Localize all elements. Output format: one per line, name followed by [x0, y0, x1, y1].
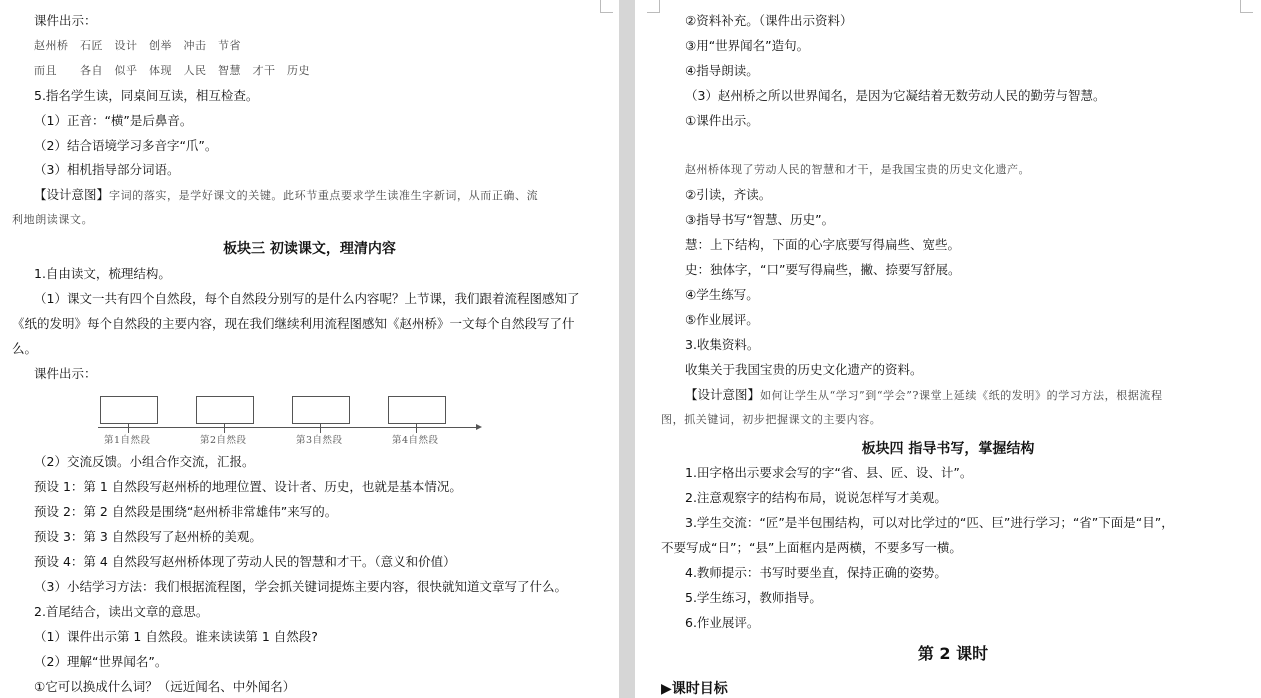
flowchart-box	[196, 396, 254, 424]
text-line: 预设 3：第 3 自然段写了赵州桥的美观。	[34, 529, 262, 544]
text-line: 《纸的发明》每个自然段的主要内容，现在我们继续利用流程图感知《赵州桥》一文每个自然段写了什	[12, 316, 575, 331]
flowchart-box	[388, 396, 446, 424]
text-line: ②资料补充。（课件出示资料）	[685, 13, 853, 28]
text-line: 史：独体字，“口”要写得扁些，撇、捺要写舒展。	[685, 262, 961, 277]
section-heading: 板块三 初读课文，理清内容	[223, 241, 396, 257]
text-line: （1）课文一共有四个自然段，每个自然段分别写的是什么内容呢？上节课，我们跟着流程图感知了	[34, 291, 580, 306]
design-intent-text: 如何让学生从“学习”到“学会”?课堂上延续《纸的发明》的学习方法，根据流程	[760, 389, 1163, 402]
text-line: 2.注意观察字的结构布局，说说怎样写才美观。	[685, 490, 947, 505]
section-heading: 板块四 指导书写，掌握结构	[861, 441, 1035, 457]
text-line: 6.作业展评。	[685, 615, 760, 630]
text-line: 预设 1：第 1 自然段写赵州桥的地理位置、设计者、历史，也就是基本情况。	[34, 479, 462, 494]
text-line: ①课件出示。	[685, 113, 759, 128]
text-line: 课件出示：	[34, 13, 97, 28]
page-corner-mark	[600, 0, 613, 13]
text-line: 4.教师提示：书写时要坐直，保持正确的姿势。	[685, 565, 947, 580]
text-line: ①它可以换成什么词？（远近闻名、中外闻名）	[34, 679, 296, 694]
text-line: ③用“世界闻名”造句。	[685, 38, 810, 53]
flowchart-label: 第2自然段	[200, 435, 247, 446]
text-line: 2.首尾结合，读出文章的意思。	[34, 604, 209, 619]
text-line: （1）正音：“横”是后鼻音。	[34, 113, 193, 128]
text-line: 5.指名学生读，同桌间互读，相互检查。	[34, 88, 259, 103]
text-line: 慧：上下结构，下面的心字底要写得扁些、宽些。	[685, 237, 961, 252]
text-line: （2）交流反馈。小组合作交流，汇报。	[34, 454, 255, 469]
text-line: （2）理解“世界闻名”。	[34, 654, 168, 669]
page-corner-mark	[1240, 0, 1253, 13]
text-line: 5.学生练习，教师指导。	[685, 590, 822, 605]
text-line: 1.自由读文，梳理结构。	[34, 266, 171, 281]
text-line: ②引读，齐读。	[685, 187, 772, 202]
flowchart-box	[292, 396, 350, 424]
design-intent-paragraph	[34, 187, 538, 204]
design-intent-paragraph	[685, 387, 1163, 404]
vocabulary-line: 赵州桥 石匠 设计 创举 冲击 节省	[34, 39, 241, 52]
flowchart-label: 第3自然段	[296, 435, 343, 446]
text-line: 么。	[12, 341, 38, 356]
text-line: 3.学生交流：“匠”是半包围结构，可以对比学过的“匹、巨”进行学习；“省”下面是“目”，	[685, 515, 1174, 530]
paragraph-flowchart	[98, 392, 486, 448]
text-line: ④学生练写。	[685, 287, 759, 302]
courseware-quote: 赵州桥体现了劳动人民的智慧和才干，是我国宝贵的历史文化遗产。	[685, 163, 1030, 176]
text-line: （3）相机指导部分词语。	[34, 162, 180, 177]
flowchart-label: 第1自然段	[104, 435, 151, 446]
text-line: 1.田字格出示要求会写的字“省、县、匠、设、计”。	[685, 465, 973, 480]
text-line: （3）小结学习方法：我们根据流程图，学会抓关键词提炼主要内容，很快就知道文章写了什么。	[34, 579, 567, 594]
text-line: ④指导朗读。	[685, 63, 759, 78]
goals-heading: ▶课时目标	[661, 681, 728, 697]
text-line: （1）课件出示第 1 自然段。谁来读读第 1 自然段?	[34, 629, 318, 644]
text-line: （2）结合语境学习多音字“爪”。	[34, 138, 218, 153]
vocabulary-line: 而且 各自 似乎 体现 人民 智慧 才干 历史	[34, 64, 310, 77]
page-corner-mark	[647, 0, 660, 13]
lesson-heading: 第 2 课时	[917, 644, 989, 663]
text-line: 预设 4：第 4 自然段写赵州桥体现了劳动人民的智慧和才干。（意义和价值）	[34, 554, 456, 569]
right-document-page	[635, 0, 1261, 698]
left-document-page	[0, 0, 619, 698]
design-intent-tag: 【设计意图】	[34, 187, 110, 202]
flowchart-axis	[98, 427, 478, 428]
design-intent-text: 利地朗读课文。	[12, 213, 94, 226]
design-intent-text: 图，抓关键词，初步把握课文的主要内容。	[661, 413, 882, 426]
design-intent-text: 字词的落实，是学好课文的关键。此环节重点要求学生读准生字新词，从而正确、流	[109, 189, 539, 202]
flowchart-arrowhead	[476, 424, 482, 430]
text-line: 3.收集资料。	[685, 337, 760, 352]
text-line: 收集关于我国宝贵的历史文化遗产的资料。	[685, 362, 923, 377]
text-line: 预设 2：第 2 自然段是围绕“赵州桥非常雄伟”来写的。	[34, 504, 338, 519]
text-line: 课件出示：	[34, 366, 97, 381]
flowchart-label: 第4自然段	[392, 435, 439, 446]
text-line: ⑤作业展评。	[685, 312, 759, 327]
flowchart-box	[100, 396, 158, 424]
text-line: （3）赵州桥之所以世界闻名，是因为它凝结着无数劳动人民的勤劳与智慧。	[685, 88, 1106, 103]
design-intent-tag: 【设计意图】	[685, 387, 761, 402]
text-line: ③指导书写“智慧、历史”。	[685, 212, 835, 227]
text-line: 不要写成“日”；“县”上面框内是两横，不要多写一横。	[661, 540, 962, 555]
